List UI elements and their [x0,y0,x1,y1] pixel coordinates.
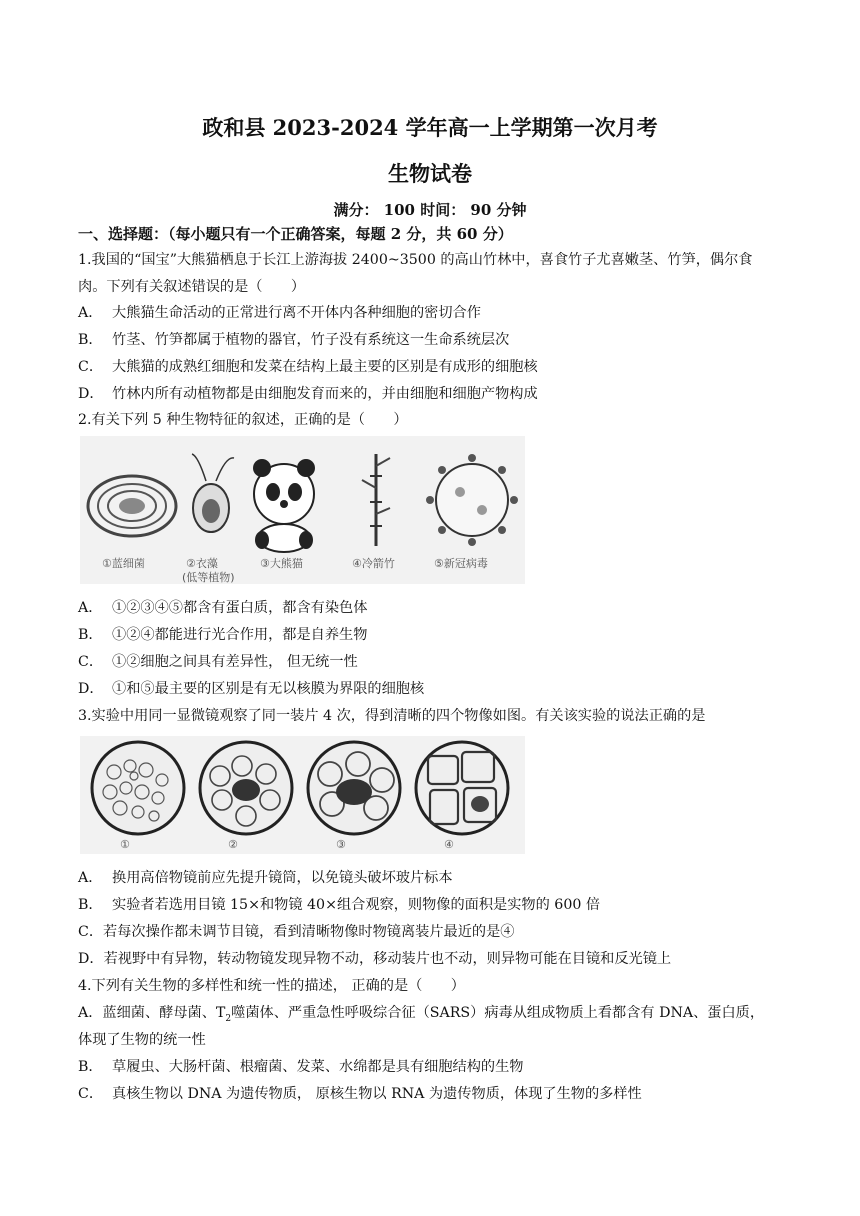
exam-title: 政和县 2023-2024 学年高一上学期第一次月考 [202,115,658,140]
section-heading: 一、选择题：（每小题只有一个正确答案，每题 2 分，共 60 分） [78,225,513,243]
option-text: ①②③④⑤都含有蛋白质，都含有染色体 [112,600,368,616]
option-text: 换用高倍物镜前应先提升镜筒，以免镜头破坏玻片标本 [112,870,453,886]
option-text: 大熊猫生命活动的正常进行离不开体内各种细胞的密切合作 [112,305,481,321]
option-letter: A． [78,600,103,616]
option-letter: B． [78,627,103,643]
q1-option-c [78,357,538,377]
option-letter: C． [78,359,104,375]
coronavirus-drawing [426,454,518,546]
option-a-post: 噬菌体、严重急性呼吸综合征（SARS）病毒从组成物质上看都含有 DNA、蛋白质， [231,1005,765,1021]
q1-option-b [78,330,509,350]
q3-option-d [78,949,671,969]
option-text: 真核生物以 DNA 为遗传物质， 原核生物以 RNA 为遗传物质，体现了生物的多样性 [112,1086,642,1102]
option-text: 草履虫、大肠杆菌、根瘤菌、发菜、水绵都是具有细胞结构的生物 [112,1059,524,1075]
q4-option-a-line1 [78,1003,764,1029]
option-letter: D． [78,386,104,402]
microscope-views-figure [80,736,525,854]
q2-option-d [78,679,424,699]
option-text: ①②④都能进行光合作用，都是自养生物 [112,627,368,643]
subscript: 2 [225,1013,232,1024]
microscope-views [80,736,525,854]
view-1-drawing [92,742,184,834]
q4-option-a-line2: 体现了生物的统一性 [78,1032,206,1048]
view-label-4: ④ [444,838,454,851]
label-panda: ③大熊猫 [260,557,303,570]
chlamydomonas-drawing [192,454,234,532]
option-text: ①②细胞之间具有差异性， 但无统一性 [112,654,358,670]
q2-stem: 2.有关下列 5 种生物特征的叙述，正确的是（ ） [78,412,408,428]
bamboo-drawing [362,454,390,546]
view-label-3: ③ [336,838,346,851]
q4-stem: 4.下列有关生物的多样性和统一性的描述， 正确的是（ ） [78,978,465,994]
option-letter: C． [78,924,104,940]
option-text: 竹林内所有动植物都是由细胞发育而来的，并由细胞和细胞产物构成 [112,386,538,402]
q3-stem: 3.实验中用同一显微镜观察了同一装片 4 次，得到清晰的四个物像如图。有关该实验的说法正确的是 [78,708,706,724]
q2-option-c [78,652,358,672]
organisms-figure [80,436,525,584]
view-2-drawing [200,742,292,834]
q3-option-a [78,868,453,888]
option-letter: C． [78,1086,104,1102]
label-low-plant: (低等植物) [182,571,235,584]
option-text: ①和⑤最主要的区别是有无以核膜为界限的细胞核 [112,681,425,697]
option-a-pre: A．蓝细菌、酵母菌、T [78,1005,226,1021]
view-label-2: ② [228,838,238,851]
q3-option-c [78,922,515,942]
q1-stem-line1: 1.我国的“国宝”大熊猫栖息于长江上游海拔 2400~3500 的高山竹林中，喜食竹子尤喜嫩茎、竹笋，偶尔食 [78,252,753,268]
label-cyanobacteria: ①蓝细菌 [102,557,145,570]
q4-option-b [78,1057,523,1077]
panda-drawing [253,459,315,552]
view-4-drawing [416,742,508,834]
q4-option-c [78,1084,642,1104]
label-chlamydomonas: ②衣藻 [186,557,218,570]
option-text: 实验者若选用目镜 15×和物镜 40×组合观察，则物像的面积是实物的 600 倍 [112,897,601,913]
q2-option-a [78,598,367,618]
option-letter: A． [78,870,103,886]
exam-subject: 生物试卷 [388,161,472,186]
option-letter: D． [78,951,104,967]
option-text: 大熊猫的成熟红细胞和发菜在结构上最主要的区别是有成形的细胞核 [112,359,538,375]
option-letter: C． [78,654,104,670]
label-coronavirus: ⑤新冠病毒 [434,557,488,570]
option-letter: B． [78,897,103,913]
q2-option-b [78,625,367,645]
option-text: 若每次操作都未调节目镜，看到清晰物像时物镜离装片最近的是④ [103,924,515,940]
view-label-1: ① [120,838,130,851]
cyanobacteria-drawing [88,476,176,536]
option-letter: B． [78,332,103,348]
q3-option-b [78,895,600,915]
view-3-drawing [308,742,400,834]
option-text: 竹茎、竹笋都属于植物的器官，竹子没有系统这一生命系统层次 [112,332,510,348]
exam-meta: 满分： 100 时间： 90 分钟 [333,201,527,219]
option-letter: A． [78,305,103,321]
option-text: 若视野中有异物，转动物镜发现异物不动，移动装片也不动，则异物可能在目镜和反光镜上 [103,951,672,967]
label-bamboo: ④冷箭竹 [352,557,395,570]
option-letter: D． [78,681,104,697]
q1-option-d [78,384,538,404]
q1-option-a [78,303,481,323]
option-letter: B． [78,1059,103,1075]
organisms-illustration [80,436,525,584]
q1-stem-line2: 肉。下列有关叙述错误的是（ ） [78,279,306,295]
